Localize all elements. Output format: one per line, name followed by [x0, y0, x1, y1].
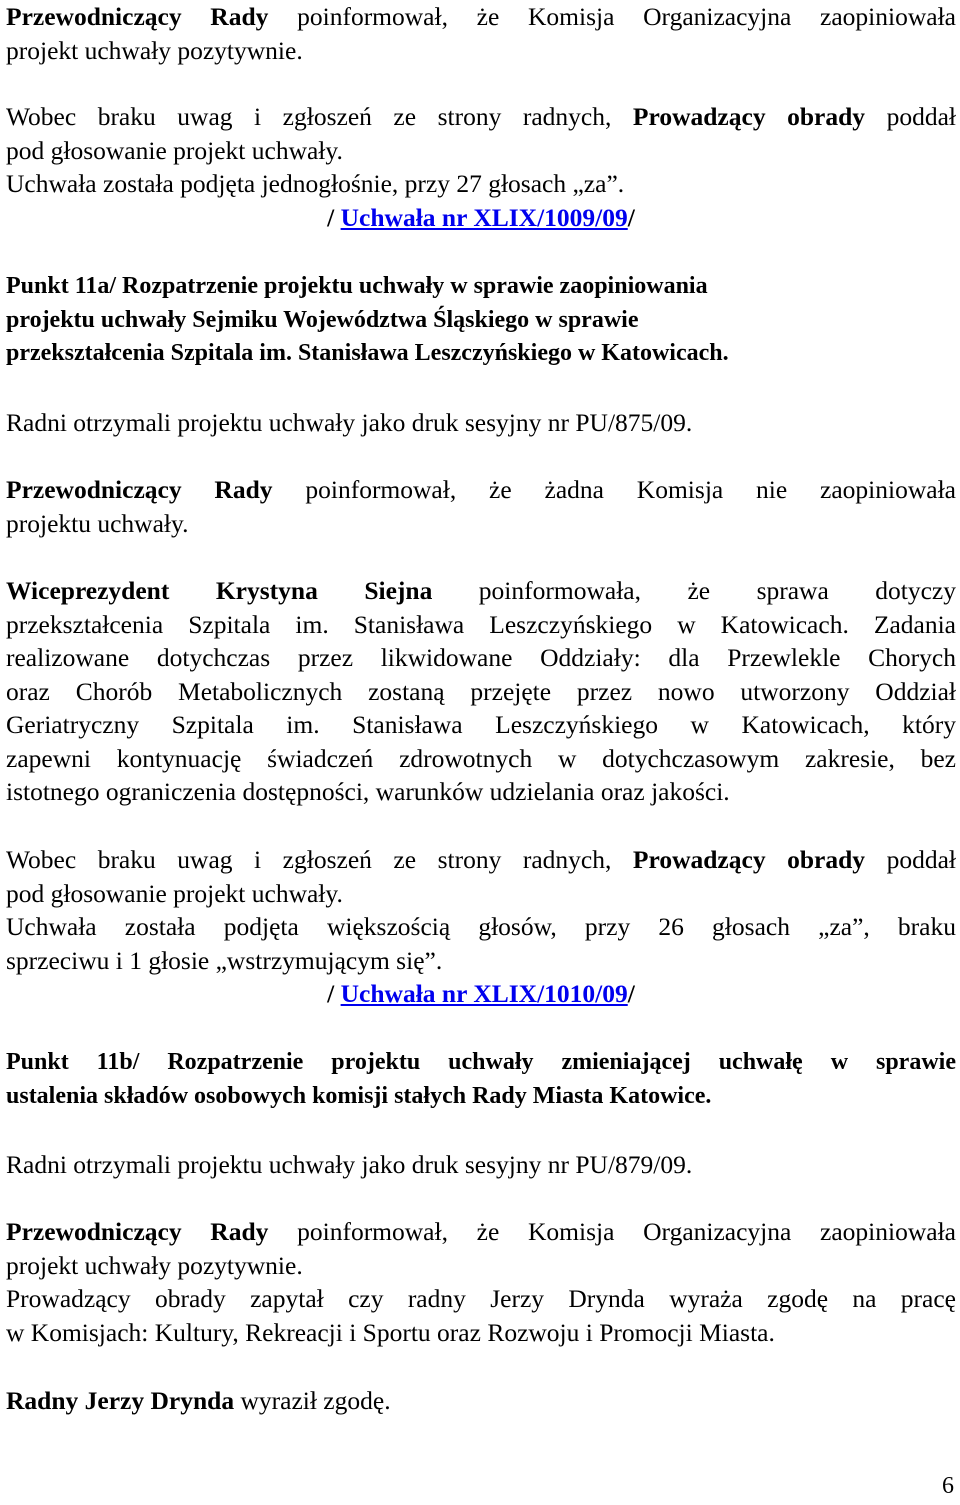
- paragraph-text: pod głosowanie projekt uchwały.: [6, 135, 343, 165]
- vote-result: sprzeciwu i 1 głosie „wstrzymującym się”.: [6, 945, 443, 975]
- paragraph-line: przekształcenia Szpitala im. Stanisława Leszczyńskiego w Katowicach. Zadania: [6, 609, 956, 639]
- paragraph-text: Radni otrzymali projektu uchwały jako druk sesyjny nr PU/879/09.: [6, 1150, 693, 1179]
- paragraph-print-info-1: [6, 406, 956, 440]
- paragraph-print-info-2: [6, 1148, 956, 1182]
- paragraph-committee-opinion-3: [6, 1215, 956, 1349]
- page-number: 6: [942, 1473, 954, 1499]
- heading-line: przekształcenia Szpitala im. Stanisława Leszczyńskiego w Katowicach.: [6, 340, 729, 366]
- paragraph-text: poinformowała, że sprawa dotyczy: [432, 576, 956, 605]
- paragraph-committee-opinion-2: [6, 473, 956, 540]
- paragraph-text: poinformował, że Komisja Organizacyjna zaopiniowała: [268, 1217, 956, 1246]
- paragraph-text: poddał: [865, 102, 956, 131]
- agenda-point-11a-heading: [6, 270, 956, 371]
- paragraph-line: Prowadzący obrady zapytał czy radny Jerzy Drynda wyraża zgodę na pracę: [6, 1284, 956, 1313]
- resolution-prefix: /: [327, 979, 341, 1008]
- vote-result: Uchwała została podjęta większością głosów, przy 26 głosach „za”, braku: [6, 912, 956, 941]
- paragraph-text: Wobec braku uwag i zgłoszeń ze strony radnych,: [6, 845, 633, 874]
- paragraph-councilor-consent: [6, 1384, 956, 1418]
- speaker-name: Prowadzący obrady: [632, 102, 866, 131]
- speaker-name: Wiceprezydent Krystyna Siejna: [6, 576, 433, 605]
- paragraph-line: istotnego ograniczenia dostępności, warunków udzielania oraz jakości.: [6, 777, 730, 806]
- paragraph-line: projekt uchwały pozytywnie.: [6, 1250, 303, 1280]
- paragraph-text: poddał: [865, 845, 956, 874]
- resolution-suffix: /: [627, 202, 635, 232]
- paragraph-text: pod głosowanie projekt uchwały.: [6, 878, 343, 908]
- paragraph-line: Geriatryczny Szpitala im. Stanisława Leszczyńskiego w Katowicach, który: [6, 710, 956, 739]
- paragraph-vice-president-statement: [6, 574, 956, 809]
- agenda-point-11b-heading: [6, 1046, 956, 1113]
- paragraph-line: w Komisjach: Kultury, Rekreacji i Sportu oraz Rozwoju i Promocji Miasta.: [6, 1317, 775, 1347]
- resolution-link-1010[interactable]: Uchwała nr XLIX/1010/09: [340, 979, 628, 1008]
- speaker-name: Przewodniczący Rady: [6, 2, 269, 31]
- paragraph-vote-1: [6, 100, 956, 234]
- paragraph-text: poinformował, że żadna Komisja nie zaopiniowała: [272, 475, 956, 504]
- resolution-suffix: /: [627, 979, 635, 1008]
- paragraph-line: zapewni kontynuację świadczeń zdrowotnych w dotychczasowym zakresie, bez: [6, 743, 956, 773]
- heading-line: projektu uchwały Sejmiku Województwa Śląskiego w sprawie: [6, 306, 639, 333]
- paragraph-text: projektu uchwały.: [6, 508, 189, 538]
- heading-line: Punkt 11a/ Rozpatrzenie projektu uchwały w sprawie zaopiniowania: [6, 273, 708, 299]
- speaker-name: Przewodniczący Rady: [6, 1217, 269, 1246]
- heading-line: ustalenia składów osobowych komisji stałych Rady Miasta Katowice.: [6, 1082, 712, 1109]
- paragraph-text: wyraził zgodę.: [234, 1386, 391, 1415]
- resolution-link-1009[interactable]: Uchwała nr XLIX/1009/09: [340, 202, 628, 232]
- paragraph-vote-2: [6, 843, 956, 1011]
- paragraph-text: poinformował, że Komisja Organizacyjna zaopiniowała: [268, 2, 956, 31]
- paragraph-line: oraz Chorób Metabolicznych zostaną przejęte przez nowo utworzony Oddział: [6, 676, 956, 706]
- paragraph-text: Wobec braku uwag i zgłoszeń ze strony radnych,: [6, 102, 633, 131]
- paragraph-text: Radni otrzymali projektu uchwały jako druk sesyjny nr PU/875/09.: [6, 408, 693, 437]
- paragraph-committee-opinion-1: [6, 0, 956, 67]
- paragraph-text: projekt uchwały pozytywnie.: [6, 35, 303, 65]
- vote-result: Uchwała została podjęta jednogłośnie, przy 27 głosach „za”.: [6, 169, 625, 198]
- heading-line: Punkt 11b/ Rozpatrzenie projektu uchwały zmieniającej uchwałę w sprawie: [6, 1049, 956, 1075]
- paragraph-line: realizowane dotychczas przez likwidowane Oddziały: dla Przewlekle Chorych: [6, 643, 956, 672]
- speaker-name: Radny Jerzy Drynda: [6, 1386, 235, 1415]
- speaker-name: Prowadzący obrady: [632, 845, 866, 874]
- resolution-prefix: /: [327, 202, 341, 232]
- speaker-name: Przewodniczący Rady: [6, 475, 273, 504]
